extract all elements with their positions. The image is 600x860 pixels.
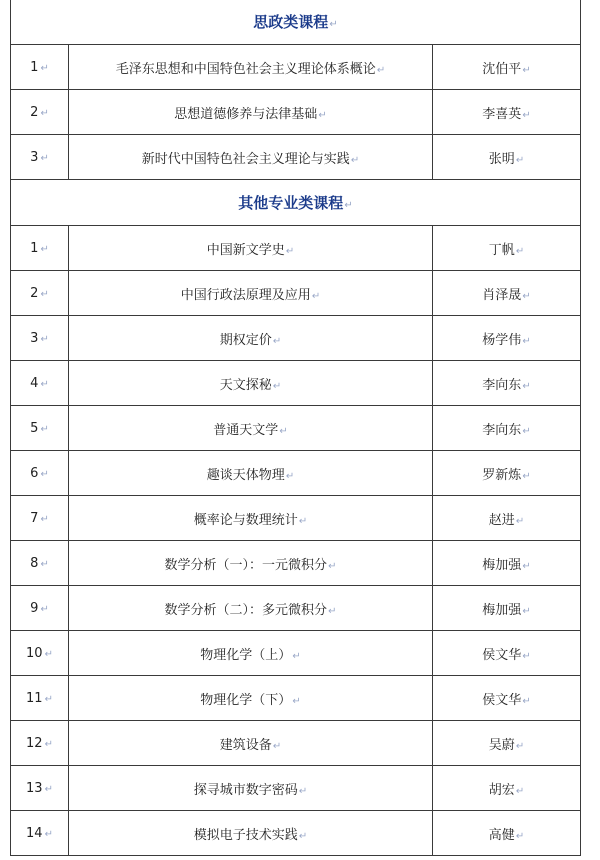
row-number: 8 xyxy=(30,555,39,571)
teacher-cell xyxy=(433,135,581,180)
table-row xyxy=(11,45,581,90)
paragraph-mark-icon: ↵ xyxy=(376,64,386,76)
course-name: 新时代中国特色社会主义理论与实践 xyxy=(141,151,350,167)
teacher-name: 张明 xyxy=(488,151,515,167)
paragraph-mark-icon: ↵ xyxy=(40,378,49,390)
course-name: 物理化学（下） xyxy=(200,692,292,708)
table-row xyxy=(11,811,581,856)
row-number-cell xyxy=(11,45,69,90)
paragraph-mark-icon: ↵ xyxy=(272,740,282,752)
table-row xyxy=(11,721,581,766)
paragraph-mark-icon: ↵ xyxy=(40,558,49,570)
teacher-name: 吴蔚 xyxy=(488,737,515,753)
teacher-name: 李喜英 xyxy=(482,106,522,122)
teacher-cell xyxy=(433,406,581,451)
table-row xyxy=(11,586,581,631)
course-name: 思想道德修养与法律基础 xyxy=(174,106,318,122)
row-number: 12 xyxy=(26,735,43,751)
paragraph-mark-icon: ↵ xyxy=(522,695,531,707)
paragraph-mark-icon: ↵ xyxy=(515,830,525,842)
paragraph-mark-icon: ↵ xyxy=(515,245,525,257)
course-name: 数学分析（一）：一元微积分 xyxy=(164,557,328,573)
paragraph-mark-icon: ↵ xyxy=(298,785,308,797)
teacher-name: 侯文华 xyxy=(482,647,522,663)
teacher-name: 沈伯平 xyxy=(482,61,522,77)
row-number-cell xyxy=(11,226,69,271)
course-name: 天文探秘 xyxy=(219,377,272,393)
teacher-name: 侯文华 xyxy=(482,692,522,708)
course-name-cell xyxy=(69,451,433,496)
section-title: 其他专业类课程 xyxy=(238,194,344,212)
row-number-cell xyxy=(11,541,69,586)
paragraph-mark-icon: ↵ xyxy=(40,603,49,615)
course-name-cell xyxy=(69,811,433,856)
teacher-name: 李向东 xyxy=(482,422,522,438)
course-name-cell xyxy=(69,361,433,406)
row-number: 3 xyxy=(30,149,39,165)
row-number-cell xyxy=(11,135,69,180)
teacher-cell xyxy=(433,451,581,496)
teacher-cell xyxy=(433,541,581,586)
paragraph-mark-icon: ↵ xyxy=(522,605,531,617)
course-name-cell xyxy=(69,676,433,721)
paragraph-mark-icon: ↵ xyxy=(292,650,301,662)
course-name-cell xyxy=(69,45,433,90)
table-row xyxy=(11,271,581,316)
teacher-cell xyxy=(433,721,581,766)
course-name: 中国行政法原理及应用 xyxy=(180,287,311,303)
paragraph-mark-icon: ↵ xyxy=(285,470,295,482)
paragraph-mark-icon: ↵ xyxy=(311,290,321,302)
paragraph-mark-icon: ↵ xyxy=(40,107,49,119)
teacher-cell xyxy=(433,676,581,721)
table-row xyxy=(11,316,581,361)
course-name: 普通天文学 xyxy=(213,422,279,438)
paragraph-mark-icon: ↵ xyxy=(44,738,53,750)
row-number: 11 xyxy=(26,690,43,706)
row-number-cell xyxy=(11,676,69,721)
paragraph-mark-icon: ↵ xyxy=(40,468,49,480)
row-number: 5 xyxy=(30,420,39,436)
row-number: 2 xyxy=(30,285,39,301)
table-row xyxy=(11,766,581,811)
row-number-cell xyxy=(11,361,69,406)
row-number: 6 xyxy=(30,465,39,481)
paragraph-mark-icon: ↵ xyxy=(40,152,49,164)
paragraph-mark-icon: ↵ xyxy=(44,783,53,795)
course-name-cell xyxy=(69,406,433,451)
paragraph-mark-icon: ↵ xyxy=(272,335,282,347)
paragraph-mark-icon: ↵ xyxy=(522,290,531,302)
table-row xyxy=(11,90,581,135)
course-name-cell xyxy=(69,541,433,586)
paragraph-mark-icon: ↵ xyxy=(515,154,525,166)
course-name: 物理化学（上） xyxy=(200,647,292,663)
row-number: 4 xyxy=(30,375,39,391)
row-number-cell xyxy=(11,451,69,496)
course-name: 趣谈天体物理 xyxy=(206,467,285,483)
table-row xyxy=(11,406,581,451)
table-row xyxy=(11,451,581,496)
row-number: 9 xyxy=(30,600,39,616)
course-name-cell xyxy=(69,226,433,271)
teacher-cell xyxy=(433,361,581,406)
course-name: 中国新文学史 xyxy=(206,242,285,258)
table-body xyxy=(11,0,581,856)
teacher-name: 杨学伟 xyxy=(482,332,522,348)
section-header-row xyxy=(11,0,581,45)
teacher-name: 高健 xyxy=(488,827,515,843)
row-number: 13 xyxy=(26,780,43,796)
teacher-name: 李向东 xyxy=(482,377,522,393)
table-row xyxy=(11,541,581,586)
paragraph-mark-icon: ↵ xyxy=(522,425,531,437)
teacher-name: 丁帆 xyxy=(488,242,515,258)
teacher-cell xyxy=(433,811,581,856)
paragraph-mark-icon: ↵ xyxy=(522,64,531,76)
teacher-cell xyxy=(433,631,581,676)
row-number-cell xyxy=(11,90,69,135)
course-name-cell xyxy=(69,586,433,631)
teacher-name: 梅加强 xyxy=(482,602,522,618)
course-name: 期权定价 xyxy=(219,332,272,348)
teacher-name: 赵进 xyxy=(488,512,515,528)
paragraph-mark-icon: ↵ xyxy=(522,470,531,482)
course-name: 建筑设备 xyxy=(219,737,272,753)
table-row xyxy=(11,676,581,721)
paragraph-mark-icon: ↵ xyxy=(318,109,327,121)
paragraph-mark-icon: ↵ xyxy=(40,243,49,255)
paragraph-mark-icon: ↵ xyxy=(298,515,308,527)
course-name-cell xyxy=(69,135,433,180)
teacher-name: 罗新炼 xyxy=(482,467,522,483)
course-name-cell xyxy=(69,316,433,361)
paragraph-mark-icon: ↵ xyxy=(40,513,49,525)
paragraph-mark-icon: ↵ xyxy=(298,830,308,842)
paragraph-mark-icon: ↵ xyxy=(328,605,337,617)
paragraph-mark-icon: ↵ xyxy=(522,380,531,392)
row-number-cell xyxy=(11,496,69,541)
teacher-cell xyxy=(433,316,581,361)
course-name: 概率论与数理统计 xyxy=(193,512,298,528)
paragraph-mark-icon: ↵ xyxy=(40,423,49,435)
row-number: 2 xyxy=(30,104,39,120)
course-name-cell xyxy=(69,766,433,811)
teacher-cell xyxy=(433,226,581,271)
teacher-cell xyxy=(433,586,581,631)
teacher-cell xyxy=(433,766,581,811)
row-number: 1 xyxy=(30,240,39,256)
row-number-cell xyxy=(11,766,69,811)
course-name-cell xyxy=(69,721,433,766)
teacher-cell xyxy=(433,90,581,135)
course-name: 毛泽东思想和中国特色社会主义理论体系概论 xyxy=(115,61,376,77)
course-name: 探寻城市数字密码 xyxy=(193,782,298,798)
row-number: 14 xyxy=(26,825,43,841)
teacher-name: 梅加强 xyxy=(482,557,522,573)
row-number: 10 xyxy=(26,645,43,661)
paragraph-mark-icon: ↵ xyxy=(328,560,337,572)
teacher-cell xyxy=(433,271,581,316)
paragraph-mark-icon: ↵ xyxy=(515,785,525,797)
table-row xyxy=(11,135,581,180)
table-row xyxy=(11,496,581,541)
paragraph-mark-icon: ↵ xyxy=(522,650,531,662)
table-row xyxy=(11,631,581,676)
paragraph-mark-icon: ↵ xyxy=(40,62,49,74)
paragraph-mark-icon: ↵ xyxy=(292,695,301,707)
row-number-cell xyxy=(11,586,69,631)
row-number: 1 xyxy=(30,59,39,75)
course-name-cell xyxy=(69,631,433,676)
row-number: 3 xyxy=(30,330,39,346)
course-name-cell xyxy=(69,271,433,316)
paragraph-mark-icon: ↵ xyxy=(44,648,53,660)
paragraph-mark-icon: ↵ xyxy=(515,740,525,752)
teacher-cell xyxy=(433,45,581,90)
paragraph-mark-icon: ↵ xyxy=(285,245,295,257)
section-header-row xyxy=(11,180,581,226)
paragraph-mark-icon: ↵ xyxy=(279,425,288,437)
paragraph-mark-icon: ↵ xyxy=(522,335,531,347)
paragraph-mark-icon: ↵ xyxy=(40,288,49,300)
paragraph-mark-icon: ↵ xyxy=(350,154,360,166)
table-row xyxy=(11,226,581,271)
row-number-cell xyxy=(11,631,69,676)
teacher-cell xyxy=(433,496,581,541)
paragraph-mark-icon: ↵ xyxy=(522,109,531,121)
course-name-cell xyxy=(69,90,433,135)
paragraph-mark-icon: ↵ xyxy=(40,333,49,345)
row-number-cell xyxy=(11,316,69,361)
paragraph-mark-icon: ↵ xyxy=(44,693,53,705)
paragraph-mark-icon: ↵ xyxy=(44,828,53,840)
section-title-cell xyxy=(11,0,581,45)
row-number-cell xyxy=(11,271,69,316)
paragraph-mark-icon: ↵ xyxy=(329,19,338,30)
row-number-cell xyxy=(11,406,69,451)
row-number-cell xyxy=(11,811,69,856)
paragraph-mark-icon: ↵ xyxy=(522,560,531,572)
course-name-cell xyxy=(69,496,433,541)
teacher-name: 肖泽晟 xyxy=(482,287,522,303)
course-table xyxy=(10,0,581,856)
course-name: 数学分析（二）：多元微积分 xyxy=(164,602,328,618)
section-title: 思政类课程 xyxy=(253,13,329,31)
paragraph-mark-icon: ↵ xyxy=(344,200,353,211)
course-name: 模拟电子技术实践 xyxy=(193,827,298,843)
paragraph-mark-icon: ↵ xyxy=(515,515,525,527)
section-title-cell xyxy=(11,180,581,226)
paragraph-mark-icon: ↵ xyxy=(272,380,282,392)
row-number: 7 xyxy=(30,510,39,526)
table-row xyxy=(11,361,581,406)
teacher-name: 胡宏 xyxy=(488,782,515,798)
row-number-cell xyxy=(11,721,69,766)
